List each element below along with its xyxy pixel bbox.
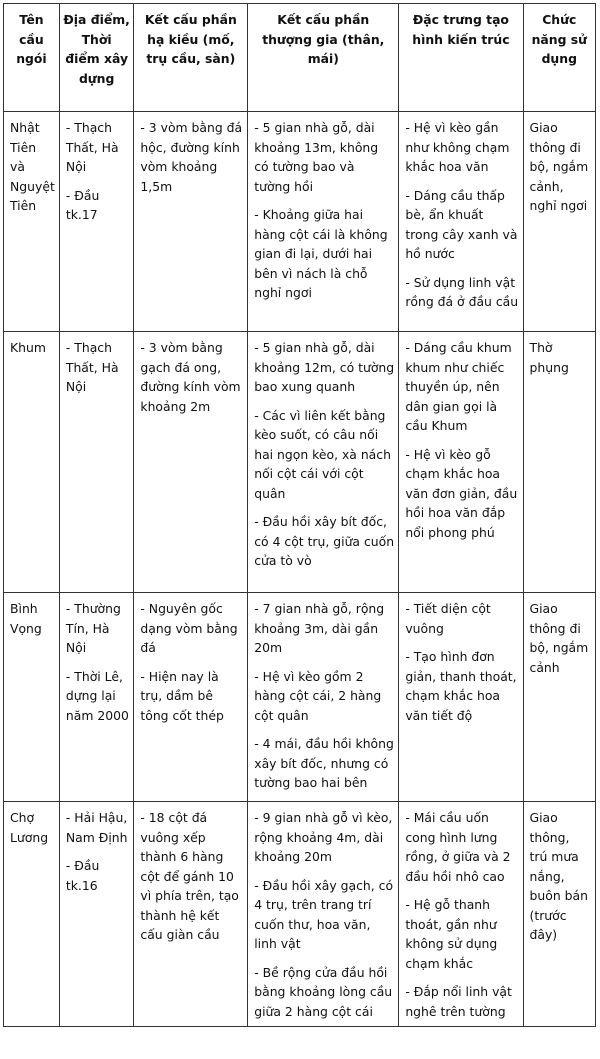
header-location-time: Địa điểm, Thời điểm xây dựng xyxy=(59,4,134,112)
cell-location-time: - Thạch Thất, Hà Nội xyxy=(59,332,134,593)
cell-bridge-name: Chợ Lương xyxy=(4,802,60,1027)
cell-substructure: - Nguyên gốc dạng vòm bằng đá - Hiện nay là trụ, dầm bê tông cốt thép xyxy=(134,593,248,802)
table-row xyxy=(4,332,596,593)
table-row xyxy=(4,112,596,332)
cell-substructure: - 3 vòm bằng đá hộc, đường kính vòm khoảng 1,5m xyxy=(134,112,248,332)
cell-substructure: - 3 vòm bằng gạch đá ong, đường kính vòm khoảng 2m xyxy=(134,332,248,593)
cell-superstructure: - 7 gian nhà gỗ, rộng khoảng 3m, dài gần 20m - Hệ vì kèo gồm 2 hàng cột cái, 2 hàng cột quân - 4 mái, đầu hồi không xây bít đốc, nhưng có tường bao hai bên xyxy=(248,593,399,802)
cell-architectural-features: - Dáng cầu khum khum như chiếc thuyền úp, nên dân gian gọi là cầu Khum - Hệ vì kèo gỗ chạm khắc hoa văn đơn giản, đầu hồi hoa văn đắp nổi phong phú xyxy=(399,332,523,593)
cell-superstructure: - 5 gian nhà gỗ, dài khoảng 13m, không có tường bao và tường hồi - Khoảng giữa hai hàng cột cái là không gian đi lại, dưới hai bên vì nách là chỗ nghỉ ngơi xyxy=(248,112,399,332)
cell-location-time: - Hải Hậu, Nam Định - Đầu tk.16 xyxy=(59,802,134,1027)
cell-substructure: - 18 cột đá vuông xếp thành 6 hàng cột để gánh 10 vì phía trên, tạo thành hệ kết cấu giàn cầu xyxy=(134,802,248,1027)
cell-bridge-name: Bình Vọng xyxy=(4,593,60,802)
cell-function: Thờ phụng xyxy=(523,332,595,593)
header-bridge-name: Tên cầu ngói xyxy=(4,4,60,112)
cell-function: Giao thông đi bộ, ngắm cảnh xyxy=(523,593,595,802)
table-row xyxy=(4,593,596,802)
bridge-comparison-table xyxy=(3,3,596,1027)
table-row xyxy=(4,802,596,1027)
cell-location-time: - Thường Tín, Hà Nội - Thời Lê, dựng lại năm 2000 xyxy=(59,593,134,802)
cell-architectural-features: - Hệ vì kèo gần như không chạm khắc hoa văn - Dáng cầu thấp bè, ẩn khuất trong cây xanh và hồ nước - Sử dụng linh vật rồng đá ở đầu cầu xyxy=(399,112,523,332)
cell-function: Giao thông, trú mưa nắng, buôn bán (trước đây) xyxy=(523,802,595,1027)
header-superstructure: Kết cấu phần thượng gia (thân, mái) xyxy=(248,4,399,112)
cell-architectural-features: - Mái cầu uốn cong hình lưng rồng, ở giữa và 2 đầu hồi nhô cao - Hệ gỗ thanh thoát, gần như không sử dụng chạm khắc - Đắp nổi linh vật nghê trên tường xyxy=(399,802,523,1027)
header-architectural-features: Đặc trưng tạo hình kiến trúc xyxy=(399,4,523,112)
cell-bridge-name: Khum xyxy=(4,332,60,593)
cell-superstructure: - 9 gian nhà gỗ vì kèo, rộng khoảng 4m, dài khoảng 20m - Đầu hồi xây gạch, có 4 trụ, trên trang trí cuốn thư, hoa văn, linh vật - Bề rộng cửa đầu hồi bằng khoảng lòng cầu giữa 2 hàng cột cái xyxy=(248,802,399,1027)
cell-superstructure: - 5 gian nhà gỗ, dài khoảng 12m, có tường bao xung quanh - Các vì liên kết bằng kèo suốt, có câu nối hai ngọn kèo, xà nách nối cột cái với cột quân - Đầu hồi xây bít đốc, có 4 cột trụ, giữa cuốn cửa tò vò xyxy=(248,332,399,593)
cell-function: Giao thông đi bộ, ngắm cảnh, nghỉ ngơi xyxy=(523,112,595,332)
table-header-row xyxy=(4,4,596,112)
header-function: Chức năng sử dụng xyxy=(523,4,595,112)
cell-architectural-features: - Tiết diện cột vuông - Tạo hình đơn giản, thanh thoát, chạm khắc hoa văn tiết độ xyxy=(399,593,523,802)
cell-bridge-name: Nhật Tiên và Nguyệt Tiên xyxy=(4,112,60,332)
header-substructure: Kết cấu phần hạ kiều (mố, trụ cầu, sàn) xyxy=(134,4,248,112)
cell-location-time: - Thạch Thất, Hà Nội - Đầu tk.17 xyxy=(59,112,134,332)
